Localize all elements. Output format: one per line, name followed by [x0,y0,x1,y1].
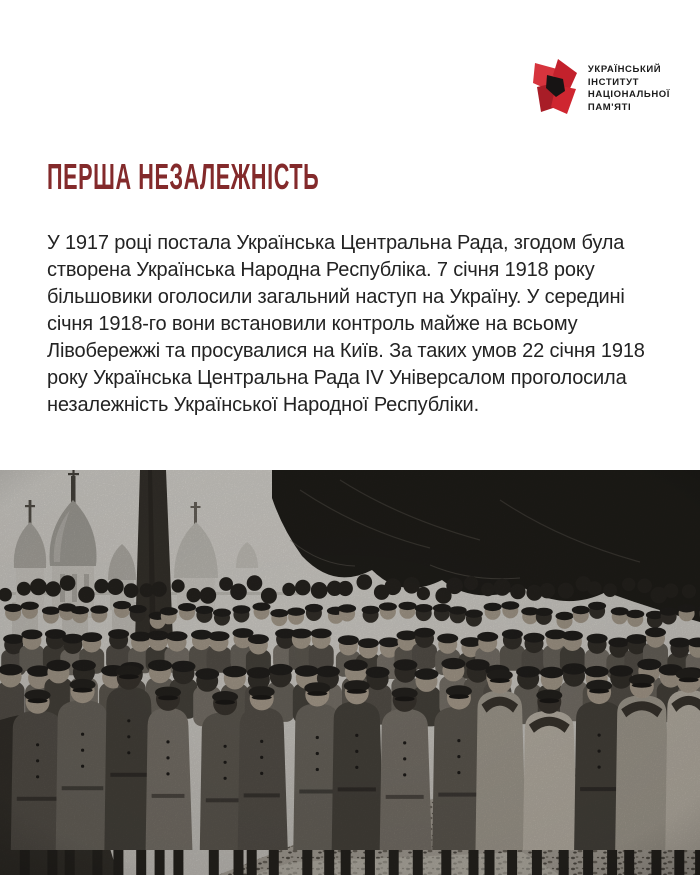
logo-line-2: ІНСТИТУТ [587,76,639,88]
historical-photo [0,470,700,875]
uinp-logo-text [588,56,670,114]
uinp-logo [532,56,670,116]
logo-line-1: УКРАЇНСЬКИЙ [587,64,662,75]
page-title [47,156,501,198]
historical-photo-scene [0,470,700,875]
logo-line-3: НАЦІОНАЛЬНОЇ [587,89,670,100]
body-paragraph: У 1917 році постала Українська Центральна Рада, згодом була створена Українська Народна Республіка. 7 січня 1918 року більшовики оголосили загальний наступ на Україну. У середині січня 1918-го вони встановили контроль майже на всьому Лівобережжі та просувалися на Київ. За таких умов 22 січня 1918 року Українська Центральна Рада IV Універсалом проголосила незалежність Української Народної Республіки. [47,232,645,416]
uinp-logo-mark-icon [532,56,578,116]
page-title-text: ПЕРША НЕЗАЛЕЖНІСТЬ [47,156,320,197]
logo-line-4: ПАМ'ЯТІ [587,101,632,113]
